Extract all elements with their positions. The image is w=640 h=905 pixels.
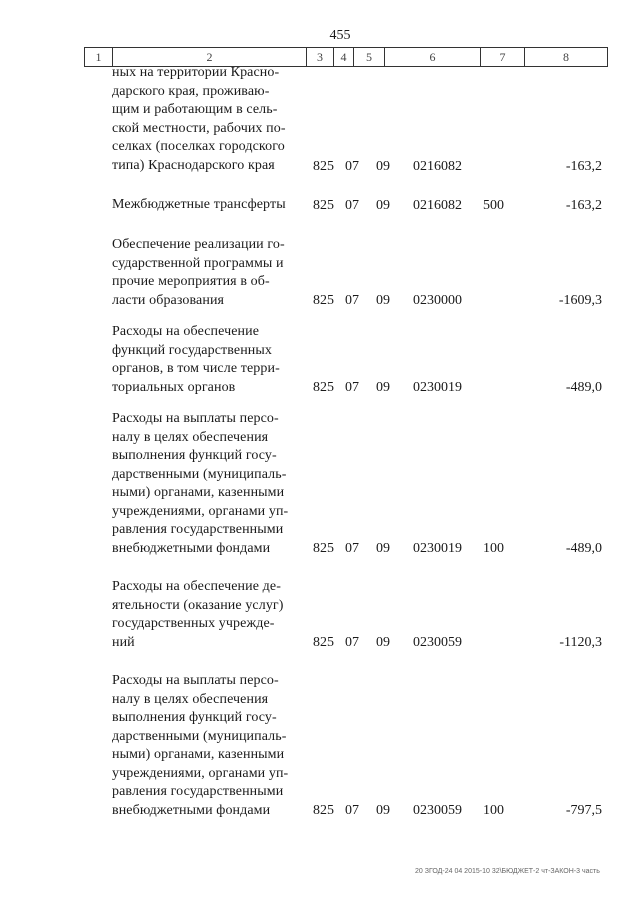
row-description [112,323,308,397]
ministry-code: 825 [313,802,334,818]
description-line: Расходы на обеспечение [112,324,260,339]
target-article-code: 0230019 [413,379,462,395]
target-article-code: 0216082 [413,158,462,174]
table-row [112,236,612,310]
row-description [112,196,308,215]
description-line: ными) органами, казенными [112,747,285,762]
page-number: 455 [329,28,351,43]
ministry-code: 825 [313,379,334,395]
description-line: дарского края, проживаю- [112,83,270,99]
column-number-5: 5 [354,48,385,67]
row-description [112,410,308,558]
amount: -1609,3 [558,292,602,308]
description-line: равления государственными [112,522,284,537]
table-row [112,64,612,176]
description-line: ской местности, рабочих по- [112,120,286,136]
row-description [112,672,308,820]
amount: -163,2 [565,197,602,213]
row-description [112,64,308,175]
section-code: 07 [345,802,359,818]
amount: -797,5 [565,802,602,818]
description-line: ний [112,634,135,650]
ministry-code: 825 [313,197,334,213]
description-line: налу в целях обеспечения [112,691,269,707]
section-code: 07 [345,540,359,556]
description-line: ятельности (оказание услуг) [112,597,284,613]
table-row [112,196,612,215]
table-row [112,410,612,558]
expense-type-code: 100 [483,802,504,818]
description-line: выполнения функций госу- [112,448,277,463]
subsection-code: 09 [376,197,390,213]
description-line: учреждениями, органами уп- [112,765,289,781]
column-number-3: 3 [307,48,334,67]
section-code: 07 [345,292,359,308]
target-article-code: 0230000 [413,292,462,308]
description-line: государственных учрежде- [112,616,275,631]
column-number-1: 1 [85,48,113,67]
description-line: Расходы на выплаты персо- [112,673,279,688]
description-line: внебюджетными фондами [112,540,271,556]
ministry-code: 825 [313,634,334,650]
footer-file-path: 20 ЗГОД-24 04 2015-10 32\БЮДЖЕТ-2 чт-ЗАКОН-3 часть [415,868,600,875]
amount: -163,2 [565,158,602,174]
subsection-code: 09 [376,158,390,174]
amount: -1120,3 [559,634,602,650]
description-line: типа) Краснодарского края [112,157,275,173]
target-article-code: 0216082 [413,197,462,213]
table-row [112,578,612,652]
ministry-code: 825 [313,292,334,308]
description-line: дарственными (муниципаль- [112,728,287,744]
ministry-code: 825 [313,158,334,174]
description-line: ториальных органов [112,379,236,395]
description-line: сударственной программы и [112,255,284,271]
description-line: органов, в том числе терри- [112,361,280,376]
ministry-code: 825 [313,540,334,556]
target-article-code: 0230019 [413,540,462,556]
subsection-code: 09 [376,802,390,818]
description-line: селках (поселках городского [112,139,285,154]
section-code: 07 [345,634,359,650]
description-line: прочие мероприятия в об- [112,274,270,289]
description-line: Межбюджетные трансферты [112,197,286,212]
description-line: учреждениями, органами уп- [112,503,289,519]
amount: -489,0 [565,379,602,395]
description-line: Расходы на выплаты персо- [112,411,279,426]
description-line: дарственными (муниципаль- [112,466,287,482]
table-row [112,323,612,397]
section-code: 07 [345,379,359,395]
description-line: функций государственных [112,342,272,358]
subsection-code: 09 [376,379,390,395]
target-article-code: 0230059 [413,634,462,650]
description-line: Расходы на обеспечение де- [112,579,281,594]
description-line: Обеспечение реализации го- [112,237,285,252]
subsection-code: 09 [376,292,390,308]
target-article-code: 0230059 [413,802,462,818]
column-number-6: 6 [385,48,481,67]
description-line: налу в целях обеспечения [112,429,269,445]
section-code: 07 [345,197,359,213]
description-line: ласти образования [112,292,225,308]
description-line: выполнения функций госу- [112,710,277,725]
description-line: ных на территории Красно- [112,65,280,80]
subsection-code: 09 [376,540,390,556]
table-row [112,672,612,820]
column-number-4: 4 [334,48,354,67]
row-description [112,236,308,310]
expense-type-code: 500 [483,197,504,213]
amount: -489,0 [565,540,602,556]
description-line: равления государственными [112,784,284,799]
column-number-2: 2 [113,48,307,67]
column-number-8: 8 [525,48,608,67]
description-line: щим и работающим в сель- [112,102,278,117]
description-line: ными) органами, казенными [112,485,285,500]
row-description [112,578,308,652]
expense-type-code: 100 [483,540,504,556]
column-number-7: 7 [481,48,525,67]
section-code: 07 [345,158,359,174]
description-line: внебюджетными фондами [112,802,271,818]
subsection-code: 09 [376,634,390,650]
